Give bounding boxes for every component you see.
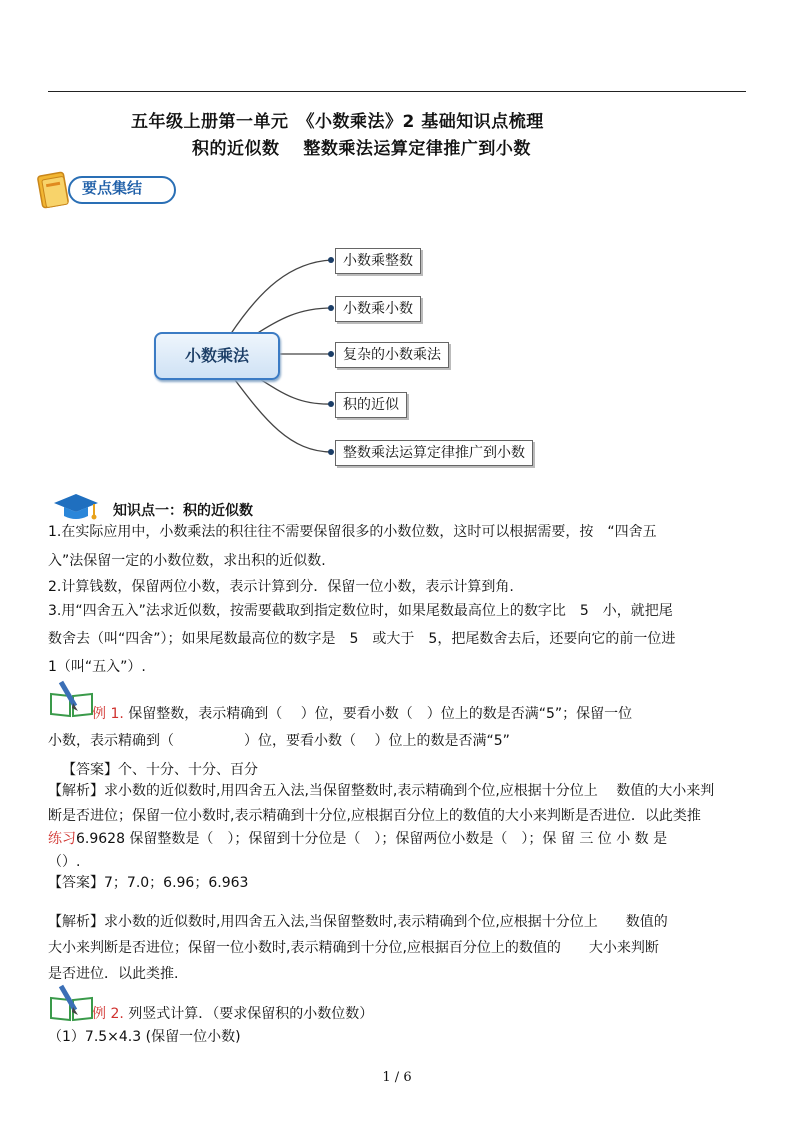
practice-line1 [48, 829, 667, 849]
graduation-cap-icon [50, 492, 102, 522]
mindmap-node: 小数乘整数 [335, 248, 421, 274]
knowledge-line: 1（叫“五入”）. [48, 659, 146, 675]
mindmap-node: 整数乘法运算定律推广到小数 [335, 440, 533, 466]
example1-line2: 小数，表示精确到（ ）位，要看小数（ ）位上的数是否满“5” [48, 733, 510, 749]
practice-answer: 【答案】7；7.0；6.96；6.963 [48, 875, 249, 891]
knowledge-line: 入”法保留一定的小数位数，求出积的近似数. [48, 553, 326, 569]
example2-label: 例 2. [92, 1006, 124, 1022]
example1-question: 保留整数，表示精确到（ ）位，要看小数（ ）位上的数是否满“5”；保留一位 [128, 706, 633, 722]
example1-answer: 【答案】个、十分、十分、百分 [62, 762, 258, 778]
knowledge-line: 1.在实际应用中，小数乘法的积往往不需要保留很多的小数位数，这时可以根据需要，按 “四舍五 [48, 524, 657, 540]
mindmap-center-node: 小数乘法 [154, 332, 280, 380]
knowledge-line: 2.计算钱数，保留两位小数，表示计算到分．保留一位小数，表示计算到角. [48, 579, 514, 595]
example1-label: 例 1. [92, 706, 124, 722]
badge-label: 要点集结 [82, 179, 143, 197]
pencil-book-icon [48, 984, 96, 1024]
mindmap-node: 积的近似 [335, 392, 407, 418]
example1-line1 [92, 704, 632, 724]
knowledge-point-title: 知识点一：积的近似数 [113, 503, 253, 519]
example1-analysis: 【解析】求小数的近似数时,用四舍五入法,当保留整数时,表示精确到个位,应根据十分位上 数值的大小来判 [48, 783, 715, 799]
practice-question: 6.9628 保留整数是（ ）；保留到十分位是（ ）；保留两位小数是（ ）；保 留 三 位 小 数 是 [76, 831, 668, 847]
page-subtitle: 积的近似数 整数乘法运算定律推广到小数 [192, 139, 531, 159]
practice-analysis: 【解析】求小数的近似数时,用四舍五入法,当保留整数时,表示精确到个位,应根据十分位上 数值的 [48, 914, 668, 930]
knowledge-line: 数舍去（叫“四舍”）；如果尾数最高位的数字是 5 或大于 5，把尾数舍去后，还要向它的前一位进 [48, 631, 676, 647]
practice-analysis: 大小来判断是否进位；保留一位小数时,表示精确到十分位,应根据百分位上的数值的 大小来判断 [48, 940, 659, 956]
practice-analysis: 是否进位．以此类推. [48, 966, 179, 982]
example1-analysis: 断是否进位；保留一位小数时,表示精确到十分位,应根据百分位上的数值的大小来判断是否进位．以此类推 [48, 808, 701, 824]
mindmap-node: 小数乘小数 [335, 296, 421, 322]
example2-line [92, 1004, 373, 1024]
example2-item: （1）7.5×4.3 (保留一位小数) [48, 1029, 241, 1045]
practice-label: 练习 [48, 831, 76, 847]
knowledge-line: 3.用“四舍五入”法求近似数，按需要截取到指定数位时，如果尾数最高位上的数字比 5 小，就把尾 [48, 603, 673, 619]
page-title: 五年级上册第一单元 《小数乘法》2 基础知识点梳理 [131, 112, 544, 132]
page-number: 1 / 6 [382, 1070, 412, 1085]
mindmap-node: 复杂的小数乘法 [335, 342, 449, 368]
example2-question: 列竖式计算．（要求保留积的小数位数） [128, 1006, 374, 1022]
pencil-book-icon [48, 680, 96, 720]
practice-line2: （）. [48, 854, 81, 870]
